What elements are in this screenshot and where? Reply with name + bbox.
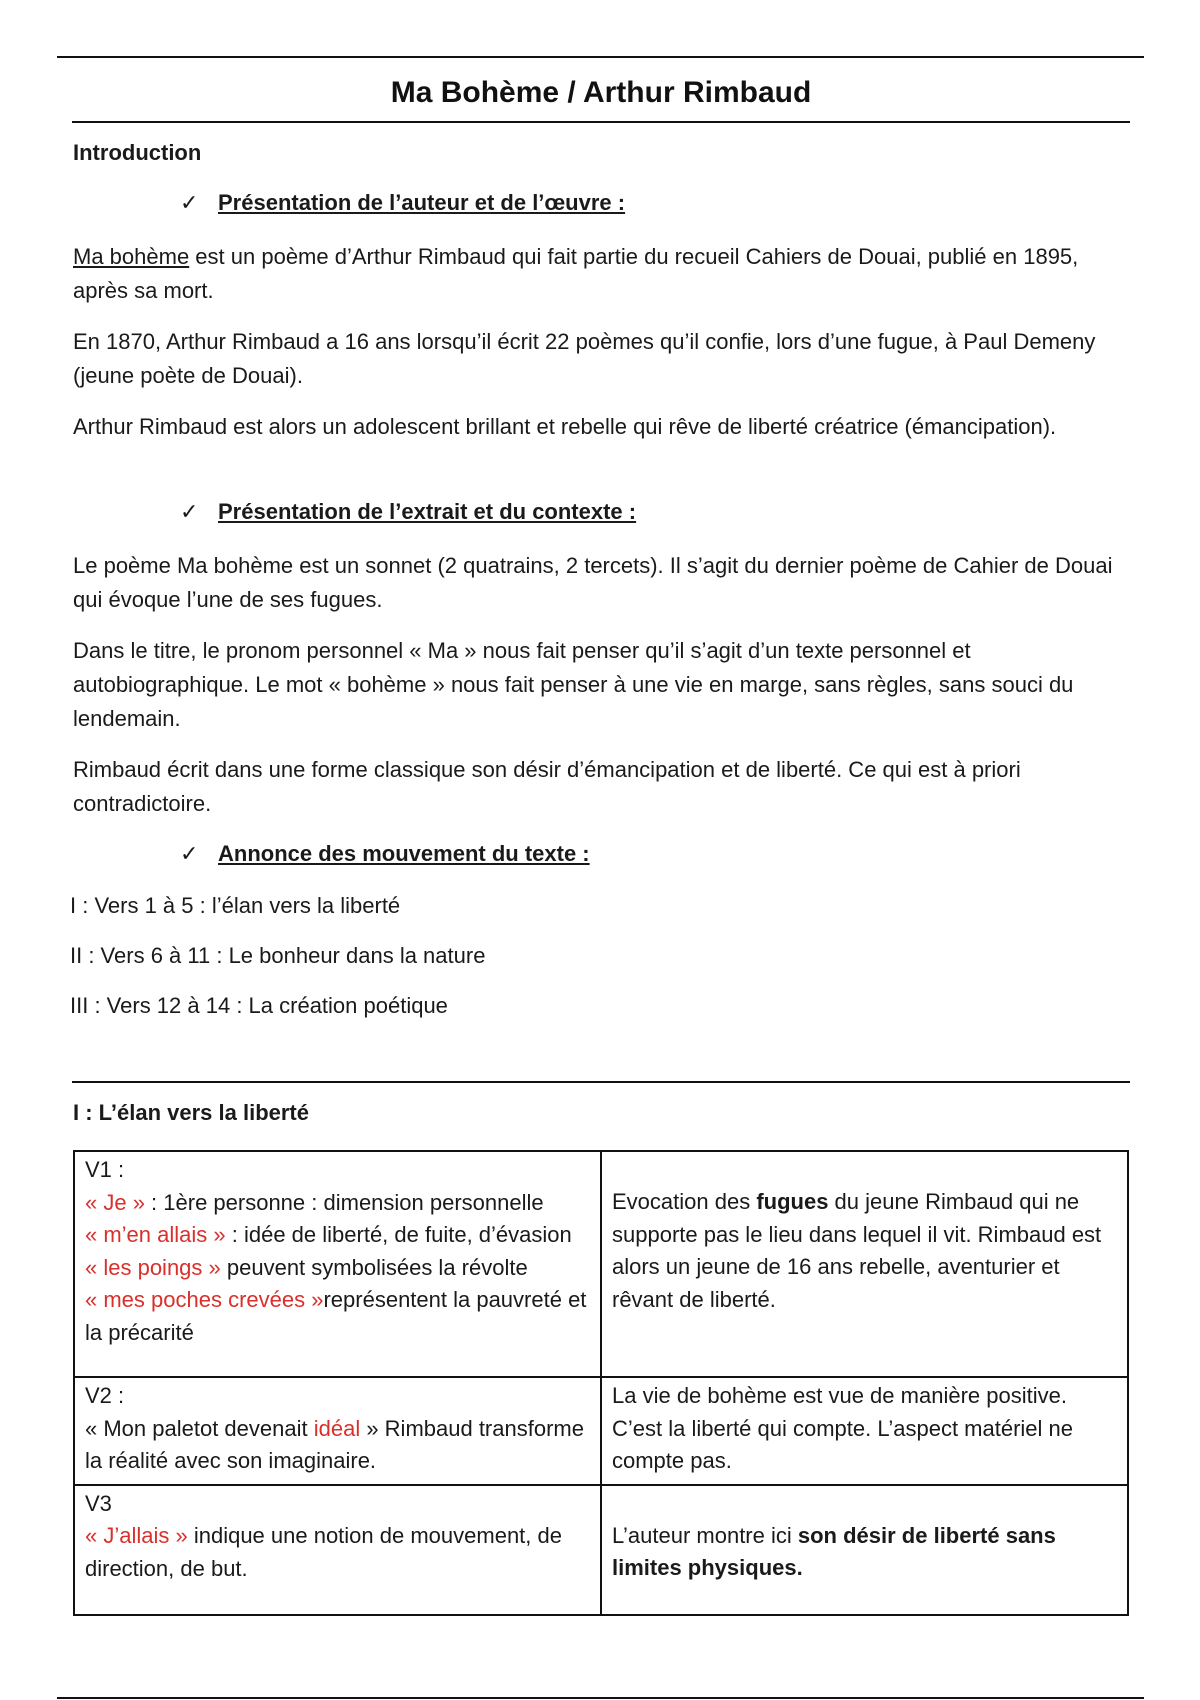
context-paragraphs [73,549,1133,821]
paragraph: Le poème Ma bohème est un sonnet (2 quatrains, 2 tercets). Il s’agit du dernier poème de Cahier de Douai qui évoque l’une de ses fugues. [73,553,1113,612]
table-cell-right: Evocation des fugues du jeune Rimbaud qui ne supporte pas le lieu dans lequel il vit. Rimbaud est alors un jeune de 16 ans rebelle, aventurier et rêvant de liberté. [601,1151,1128,1377]
table-cell-right: L’auteur montre ici son désir de liberté sans limites physiques. [601,1485,1128,1615]
section-heading-label: Présentation de l’extrait et du contexte : [218,499,637,524]
section-heading-context [180,499,636,525]
paragraph: Ma bohème est un poème d’Arthur Rimbaud qui fait partie du recueil Cahiers de Douai, publié en 1895, après sa mort. [73,244,1079,303]
section-heading-movements [180,841,590,867]
analysis-table [73,1150,1129,1616]
introduction-heading: Introduction [73,140,202,165]
section-heading-author [180,190,625,216]
section-heading-label: Annonce des mouvement du texte : [218,841,590,866]
section-divider [72,1081,1130,1083]
checkmark-icon: ✓ [180,841,199,866]
movement-item: I : Vers 1 à 5 : l’élan vers la liberté [70,893,401,918]
checkmark-icon: ✓ [180,190,199,215]
table-row [74,1151,1128,1377]
table-row [74,1377,1128,1485]
movement-item: II : Vers 6 à 11 : Le bonheur dans la nature [70,943,486,968]
part1-heading: I : L’élan vers la liberté [73,1100,309,1125]
paragraph: Dans le titre, le pronom personnel « Ma » nous fait penser qu’il s’agit d’un texte personnel et autobiographique. Le mot « bohème » nous fait penser à une vie en marge, sans règles, sans souci du lendemain. [73,638,1074,731]
table-cell-left: V3 « J’allais » indique une notion de mouvement, de direction, de but. [74,1485,601,1615]
checkmark-icon: ✓ [180,499,199,524]
movement-item: III : Vers 12 à 14 : La création poétique [70,993,448,1018]
table-row [74,1485,1128,1615]
poem-title: Ma bohème [73,244,190,269]
paragraph: En 1870, Arthur Rimbaud a 16 ans lorsqu’il écrit 22 poèmes qu’il confie, lors d’une fugue, à Paul Demeny (jeune poète de Douai). [73,329,1096,388]
paragraph: Arthur Rimbaud est alors un adolescent brillant et rebelle qui rêve de liberté créatrice (émancipation). [73,414,1057,439]
paragraph: Rimbaud écrit dans une forme classique son désir d’émancipation et de liberté. Ce qui est à priori contradictoire. [73,757,1021,816]
table-cell-right: La vie de bohème est vue de manière positive. C’est la liberté qui compte. L’aspect matériel ne compte pas. [601,1377,1128,1485]
table-cell-left: V1 : « Je » : 1ère personne : dimension personnelle « m’en allais » : idée de liberté, de fuite, d’évasion « les poings » peuvent symbolisées la révolte « mes poches crevées »représentent la pauvreté et la précarité [74,1151,601,1377]
page-title: Ma Bohème / Arthur Rimbaud [390,76,812,109]
top-rule [57,56,1144,58]
table-cell-left: V2 : « Mon paletot devenait idéal » Rimbaud transforme la réalité avec son imaginaire. [74,1377,601,1485]
author-paragraphs [73,240,1133,444]
section-heading-label: Présentation de l’auteur et de l’œuvre : [218,190,626,215]
title-underline [72,121,1130,123]
bottom-rule [57,1697,1144,1699]
